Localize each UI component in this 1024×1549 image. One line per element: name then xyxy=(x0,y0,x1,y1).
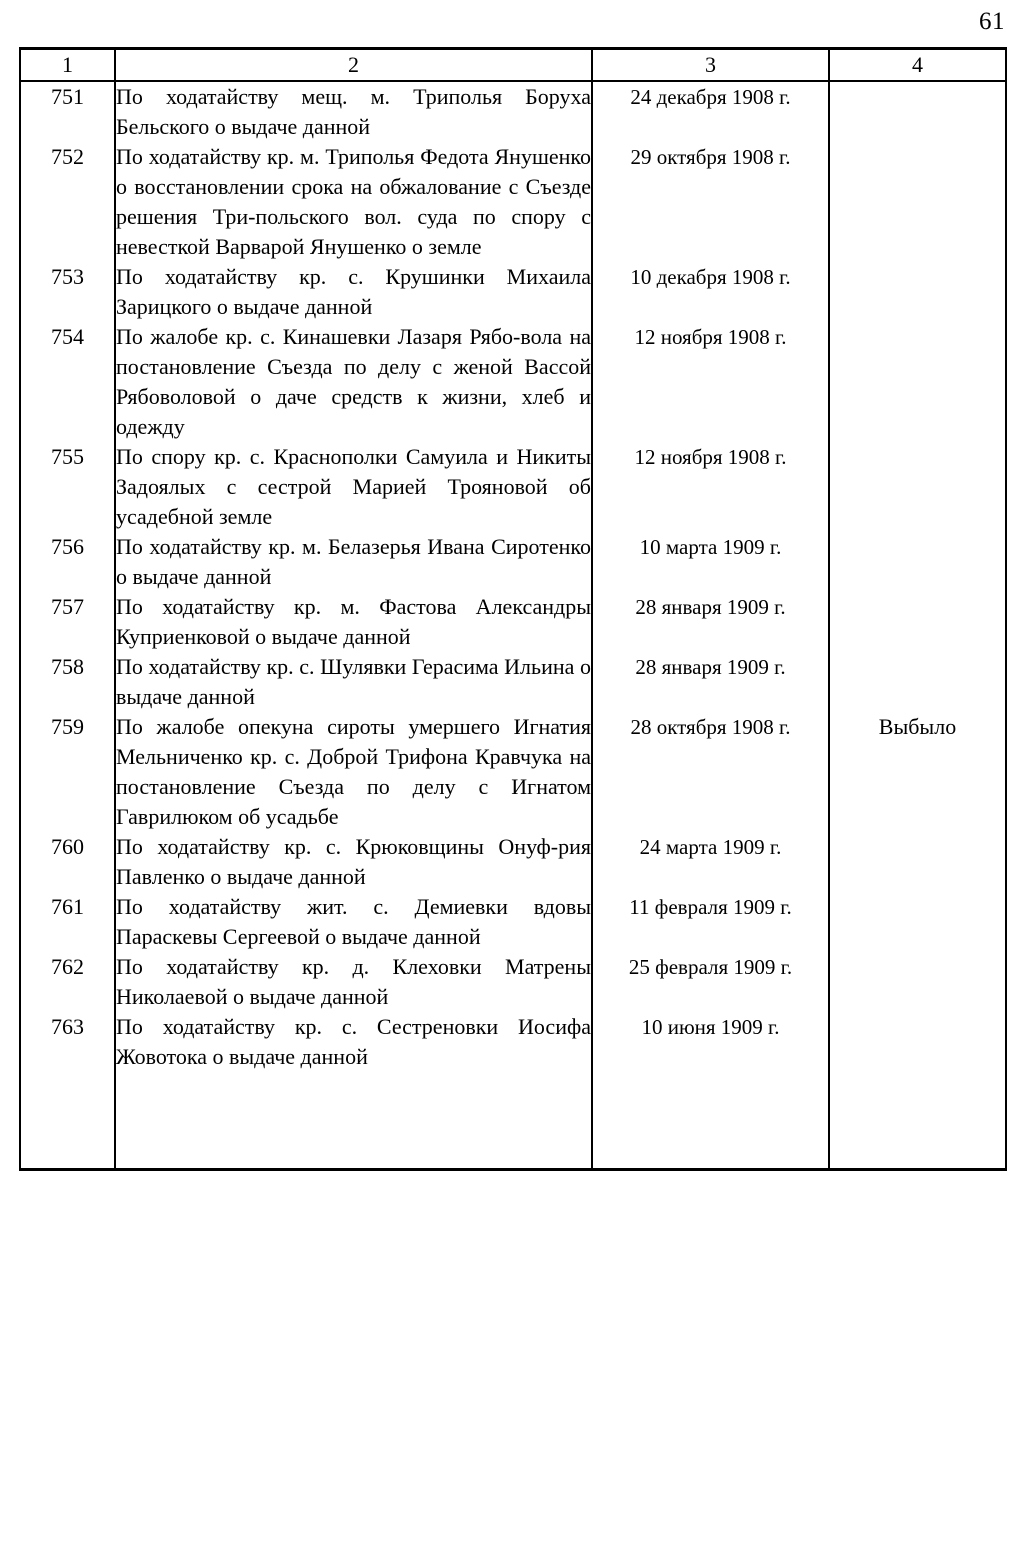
row-note xyxy=(829,832,1006,892)
row-number: 763 xyxy=(20,1012,115,1072)
row-note xyxy=(829,262,1006,322)
row-number: 756 xyxy=(20,532,115,592)
row-number: 759 xyxy=(20,712,115,832)
row-note xyxy=(829,81,1006,142)
row-number: 751 xyxy=(20,81,115,142)
row-number: 752 xyxy=(20,142,115,262)
row-description: По ходатайству кр. д. Клеховки Матрены Николаевой о выдаче данной xyxy=(115,952,592,1012)
row-note xyxy=(829,952,1006,1012)
row-description: По ходатайству жит. с. Демиевки вдовы Параскевы Сергеевой о выдаче данной xyxy=(115,892,592,952)
table-row xyxy=(20,142,1006,262)
row-date: 11 февраля 1909 г. xyxy=(592,892,829,952)
row-description: По ходатайству кр. с. Крушинки Михаила Зарицкого о выдаче данной xyxy=(115,262,592,322)
row-note xyxy=(829,892,1006,952)
row-number: 762 xyxy=(20,952,115,1012)
row-description: По ходатайству кр. с. Шулявки Герасима Ильина о выдаче данной xyxy=(115,652,592,712)
row-description: По ходатайству кр. м. Фастова Александры Куприенковой о выдаче данной xyxy=(115,592,592,652)
table-row xyxy=(20,262,1006,322)
table-row xyxy=(20,322,1006,442)
row-date: 28 января 1909 г. xyxy=(592,652,829,712)
table-row xyxy=(20,952,1006,1012)
column-header-1: 1 xyxy=(20,49,115,82)
row-date: 24 марта 1909 г. xyxy=(592,832,829,892)
row-date: 10 марта 1909 г. xyxy=(592,532,829,592)
row-date: 28 января 1909 г. xyxy=(592,592,829,652)
column-header-3: 3 xyxy=(592,49,829,82)
row-number: 758 xyxy=(20,652,115,712)
column-header-2: 2 xyxy=(115,49,592,82)
table-body xyxy=(20,81,1006,1170)
row-date: 24 декабря 1908 г. xyxy=(592,81,829,142)
table-row xyxy=(20,532,1006,592)
row-description: По жалобе опекуна сироты умершего Игнатия Мельниченко кр. с. Доброй Трифона Кравчука на постановление Съезда по делу с Игнатом Гаврилюком об усадьбе xyxy=(115,712,592,832)
row-number: 753 xyxy=(20,262,115,322)
row-number: 755 xyxy=(20,442,115,532)
table-row xyxy=(20,1012,1006,1072)
table-footer-cell xyxy=(592,1072,829,1170)
table-row xyxy=(20,832,1006,892)
row-note xyxy=(829,532,1006,592)
row-date: 12 ноября 1908 г. xyxy=(592,442,829,532)
row-description: По ходатайству кр. м. Триполья Федота Янушенко о восстановлении срока на обжалование с Съезде решения Три-польского вол. суда по спору с невесткой Варварой Янушенко о земле xyxy=(115,142,592,262)
row-number: 754 xyxy=(20,322,115,442)
column-header-4: 4 xyxy=(829,49,1006,82)
table-footer-cell xyxy=(115,1072,592,1170)
table-row xyxy=(20,81,1006,142)
table-row xyxy=(20,652,1006,712)
row-description: По спору кр. с. Краснополки Самуила и Никиты Задоялых с сестрой Марией Трояновой об усадебной земле xyxy=(115,442,592,532)
table-footer-spacer xyxy=(20,1072,1006,1170)
row-note xyxy=(829,652,1006,712)
row-description: По ходатайству мещ. м. Триполья Боруха Бельского о выдаче данной xyxy=(115,81,592,142)
row-number: 760 xyxy=(20,832,115,892)
row-date: 10 декабря 1908 г. xyxy=(592,262,829,322)
row-number: 757 xyxy=(20,592,115,652)
row-date: 25 февраля 1909 г. xyxy=(592,952,829,1012)
table-row xyxy=(20,592,1006,652)
row-number: 761 xyxy=(20,892,115,952)
row-date: 12 ноября 1908 г. xyxy=(592,322,829,442)
table-header-row xyxy=(20,49,1006,82)
table-footer-cell xyxy=(829,1072,1006,1170)
table-header xyxy=(20,49,1006,82)
table-row xyxy=(20,712,1006,832)
row-description: По ходатайству кр. с. Сестреновки Иосифа Жовотока о выдаче данной xyxy=(115,1012,592,1072)
row-date: 28 октября 1908 г. xyxy=(592,712,829,832)
row-note xyxy=(829,322,1006,442)
page-number: 61 xyxy=(979,8,1005,35)
row-note xyxy=(829,142,1006,262)
row-note xyxy=(829,442,1006,532)
row-note xyxy=(829,1012,1006,1072)
table-row xyxy=(20,892,1006,952)
register-table xyxy=(19,47,1007,1171)
row-date: 29 октября 1908 г. xyxy=(592,142,829,262)
row-description: По ходатайству кр. м. Белазерья Ивана Сиротенко о выдаче данной xyxy=(115,532,592,592)
table-row xyxy=(20,442,1006,532)
row-note xyxy=(829,592,1006,652)
table-footer-cell xyxy=(20,1072,115,1170)
row-date: 10 июня 1909 г. xyxy=(592,1012,829,1072)
row-description: По жалобе кр. с. Кинашевки Лазаря Рябо-вола на постановление Съезда по делу с женой Вассой Рябоволовой о даче средств к жизни, хлеб и одежду xyxy=(115,322,592,442)
row-note: Выбыло xyxy=(829,712,1006,832)
row-description: По ходатайству кр. с. Крюковщины Онуф-рия Павленко о выдаче данной xyxy=(115,832,592,892)
